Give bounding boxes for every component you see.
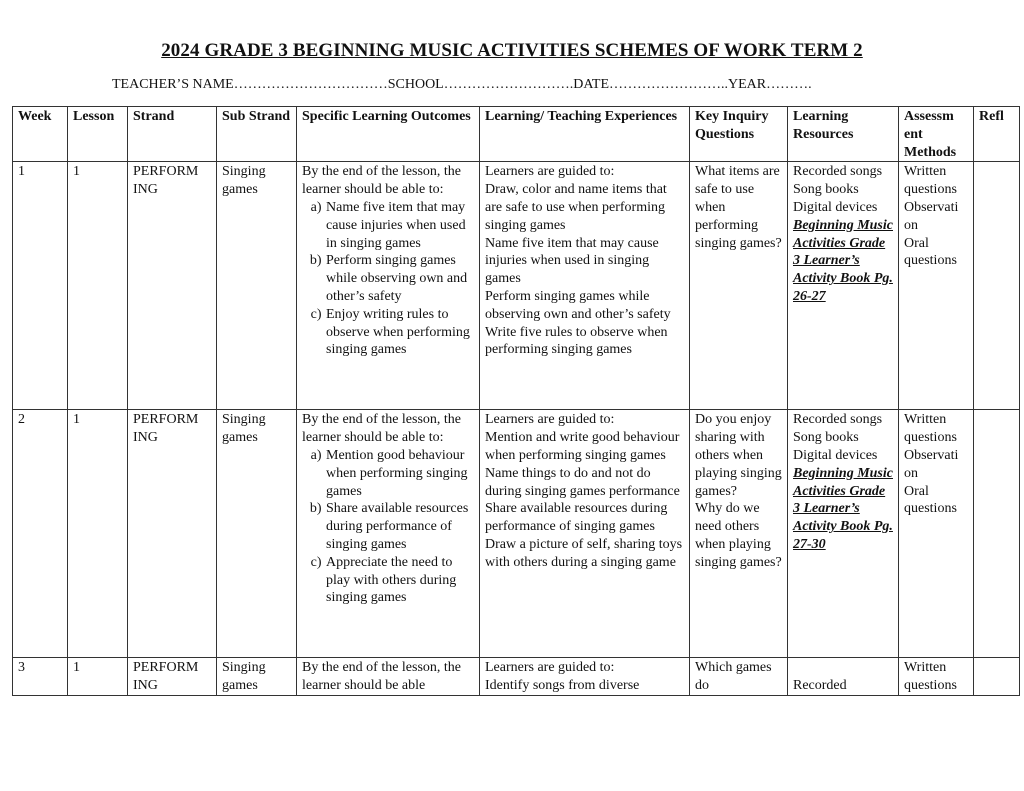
experience-line: Learners are guided to:: [485, 660, 615, 676]
assessment-cell: [899, 162, 974, 410]
outcomes-list: [302, 199, 475, 359]
header-learning-resources: Learning Resources: [788, 107, 899, 162]
assessment-method: Observati on: [904, 199, 959, 233]
sub-strand-cell: Singing games: [217, 658, 297, 696]
strand-cell: PERFORM ING: [128, 658, 217, 696]
inquiry-cell: [690, 658, 788, 696]
outcome-item: b. Share available resources during performance of singing games: [325, 500, 475, 553]
table-row: [13, 162, 1020, 410]
experience-line: Write five rules to observe when performing singing games: [485, 324, 668, 358]
inquiry-question: Do you enjoy sharing with others when playing singing games?: [695, 412, 782, 499]
outcomes-intro: By the end of the lesson, the learner should be able to:: [302, 164, 462, 198]
assessment-method: Written questions: [904, 660, 957, 694]
outcome-item: c. Appreciate the need to play with others during singing games: [325, 554, 475, 607]
assessment-method: Written questions: [904, 412, 957, 446]
resource-item: Song books: [793, 430, 859, 446]
experience-line: Name things to do and not do during singing games performance: [485, 465, 680, 499]
inquiry-question: What items are safe to use when performing singing games?: [695, 164, 782, 251]
week-cell: 1: [13, 162, 68, 410]
table-row: [13, 658, 1020, 696]
resource-spacer: [793, 659, 894, 677]
resource-item: Digital devices: [793, 199, 878, 215]
header-learning-outcomes: Specific Learning Outcomes: [297, 107, 480, 162]
assessment-method: Oral questions: [904, 235, 957, 269]
week-cell: 2: [13, 410, 68, 658]
outcome-item: c. Enjoy writing rules to observe when performing singing games: [325, 306, 475, 359]
table-row: [13, 410, 1020, 658]
resource-item: Digital devices: [793, 447, 878, 463]
header-inquiry-questions: Key Inquiry Questions: [690, 107, 788, 162]
sub-strand-cell: Singing games: [217, 162, 297, 410]
experience-line: Mention and write good behaviour when performing singing games: [485, 430, 680, 463]
outcomes-cell: [297, 410, 480, 658]
outcomes-intro: By the end of the lesson, the learner should be able to:: [302, 412, 462, 446]
outcomes-cell: [297, 162, 480, 410]
resource-item: Song books: [793, 182, 859, 198]
assessment-method: Oral questions: [904, 483, 957, 517]
outcome-item: a. Name five item that may cause injuries when used in singing games: [325, 199, 475, 252]
experiences-cell: [480, 410, 690, 658]
resource-item: Recorded songs: [793, 412, 883, 428]
header-sub-strand: Sub Strand: [217, 107, 297, 162]
header-teaching-experiences: Learning/ Teaching Experiences: [480, 107, 690, 162]
resource-item: Recorded: [793, 678, 847, 694]
assessment-method: Observati on: [904, 447, 959, 481]
document-title: 2024 GRADE 3 BEGINNING MUSIC ACTIVITIES SCHEMES OF WORK TERM 2: [161, 40, 863, 61]
header-lesson: Lesson: [68, 107, 128, 162]
experience-line: Learners are guided to:: [485, 412, 615, 428]
assessment-cell: [899, 410, 974, 658]
resource-item: Recorded songs: [793, 164, 883, 180]
experience-line: Identify songs from diverse: [485, 678, 640, 694]
resources-cell: [788, 162, 899, 410]
teacher-details-line: TEACHER’S NAME……………………………SCHOOL……………………….DATE……………………..YEAR……….: [112, 77, 812, 92]
assessment-method: Written questions: [904, 164, 957, 198]
table-header-row: [13, 107, 1020, 162]
experience-line: Draw a picture of self, sharing toys with others during a singing game: [485, 536, 683, 570]
sub-strand-cell: Singing games: [217, 410, 297, 658]
schemes-of-work-table: [12, 106, 1020, 696]
resource-book-reference: Beginning Music Activities Grade 3 Learner’s Activity Book Pg. 27-30: [793, 465, 893, 552]
lesson-cell: 1: [68, 162, 128, 410]
inquiry-cell: [690, 410, 788, 658]
outcomes-list: [302, 447, 475, 607]
strand-cell: PERFORM ING: [128, 410, 217, 658]
experience-line: Draw, color and name items that are safe to use when performing singing games: [485, 182, 667, 233]
experience-line: Learners are guided to:: [485, 164, 615, 180]
outcomes-intro: By the end of the lesson, the learner should be able: [302, 660, 462, 694]
header-assessment-methods: Assessm ent Methods: [899, 107, 974, 162]
reflection-cell: [974, 658, 1020, 696]
inquiry-cell: [690, 162, 788, 410]
assessment-cell: [899, 658, 974, 696]
header-reflection: Refl: [974, 107, 1020, 162]
inquiry-question: Which games do: [695, 660, 772, 694]
week-cell: 3: [13, 658, 68, 696]
inquiry-question: Why do we need others when playing singing games?: [695, 501, 782, 570]
resources-cell: [788, 658, 899, 696]
reflection-cell: [974, 410, 1020, 658]
lesson-cell: 1: [68, 658, 128, 696]
outcome-item: a. Mention good behaviour when performing singing games: [325, 447, 475, 500]
resources-cell: [788, 410, 899, 658]
experiences-cell: [480, 162, 690, 410]
lesson-cell: 1: [68, 410, 128, 658]
outcome-item: b. Perform singing games while observing own and other’s safety: [325, 252, 475, 305]
reflection-cell: [974, 162, 1020, 410]
experience-line: Perform singing games while observing own and other’s safety: [485, 288, 671, 322]
strand-cell: PERFORM ING: [128, 162, 217, 410]
header-strand: Strand: [128, 107, 217, 162]
experiences-cell: [480, 658, 690, 696]
experience-line: Name five item that may cause injuries when used in singing games: [485, 235, 659, 287]
resource-book-reference: Beginning Music Activities Grade 3 Learner’s Activity Book Pg. 26-27: [793, 217, 893, 304]
experience-line: Share available resources during performance of singing games: [485, 501, 668, 535]
outcomes-cell: [297, 658, 480, 696]
header-week: Week: [13, 107, 68, 162]
